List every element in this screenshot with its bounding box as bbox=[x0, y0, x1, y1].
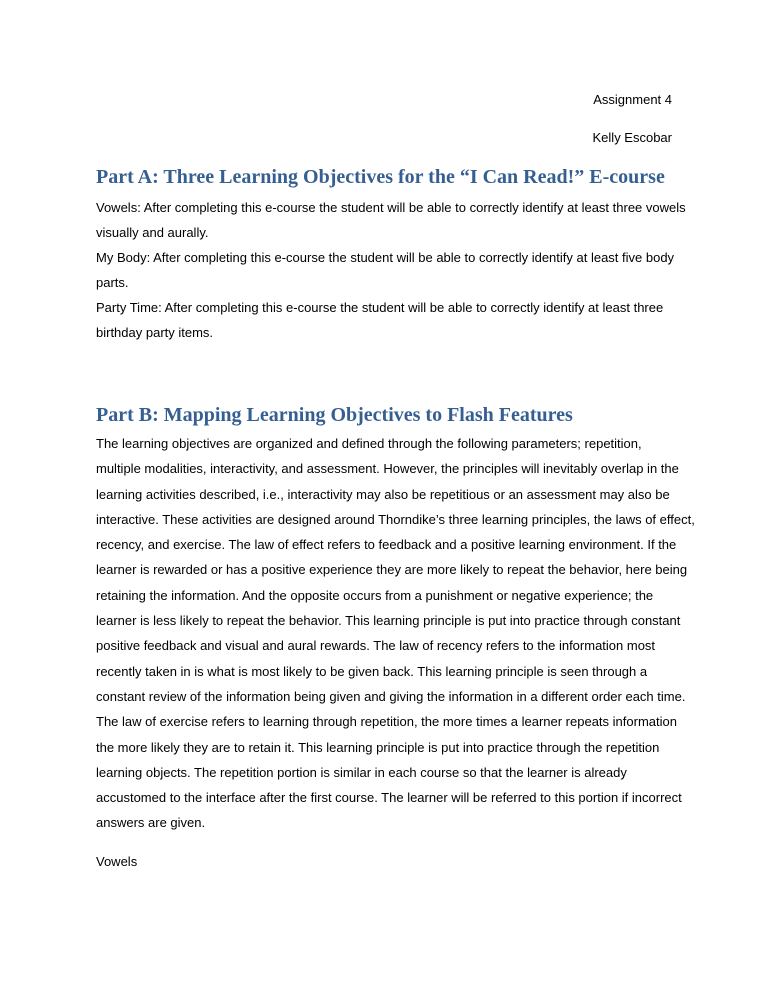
vowels-subheading: Vowels bbox=[96, 854, 138, 869]
text-line: learner is less likely to repeat the behavior. This learning principle is put into practice through constant bbox=[96, 613, 681, 629]
text-line: recently taken in is what is most likely to be given back. This learning principle is seen through a bbox=[96, 663, 648, 679]
part-a-objectives bbox=[96, 195, 696, 345]
text-line: multiple modalities, interactivity, and assessment. However, the principles will inevitably overlap in the bbox=[96, 461, 679, 477]
text-line: recency, and exercise. The law of effect refers to feedback and a positive learning environment. If the bbox=[96, 537, 677, 553]
text-line: accustomed to the interface after the first course. The learner will be referred to this portion if incorrect bbox=[96, 790, 682, 806]
text-line: The learning objectives are organized and defined through the following parameters; repetition, bbox=[96, 436, 642, 451]
text-line: Party Time: After completing this e-course the student will be able to correctly identify at least three bbox=[96, 300, 664, 315]
text-line: My Body: After completing this e-course the student will be able to correctly identify at least five body bbox=[96, 250, 675, 265]
text-line: learning activities described, i.e., interactivity may also be repetitious or an assessment may also be bbox=[96, 486, 670, 502]
text-line: constant review of the information being given and giving the information in a different order each time. bbox=[96, 688, 686, 704]
assignment-label: Assignment 4 bbox=[593, 92, 672, 107]
text-line: parts. bbox=[96, 275, 129, 290]
text-line: The law of exercise refers to learning through repetition, the more times a learner repeats information bbox=[96, 714, 677, 730]
text-line: answers are given. bbox=[96, 815, 206, 831]
part-b-heading: Part B: Mapping Learning Objectives to Flash Features bbox=[96, 404, 573, 426]
text-line: learning objects. The repetition portion is similar in each course so that the learner is already bbox=[96, 764, 627, 780]
part-a-heading: Part A: Three Learning Objectives for the “I Can Read!” E-course bbox=[96, 166, 665, 188]
text-line: retaining the information. And the opposite occurs from a punishment or negative experience; the bbox=[96, 587, 654, 603]
text-line: interactive. These activities are designed around Thorndike’s three learning principles, the laws of effect, bbox=[96, 511, 695, 527]
text-line: the more likely they are to retain it. This learning principle is put into practice through the repetition bbox=[96, 739, 660, 755]
part-b-paragraph bbox=[96, 431, 696, 836]
text-line: learner is rewarded or has a positive experience they are more likely to repeat the behavior, here being bbox=[96, 562, 688, 578]
text-line: positive feedback and visual and aural rewards. The law of recency refers to the information most bbox=[96, 638, 656, 654]
text-line: Vowels: After completing this e-course the student will be able to correctly identify at least three vowels bbox=[96, 200, 686, 215]
text-line: visually and aurally. bbox=[96, 225, 209, 240]
author-name: Kelly Escobar bbox=[592, 130, 672, 145]
text-line: birthday party items. bbox=[96, 325, 214, 340]
